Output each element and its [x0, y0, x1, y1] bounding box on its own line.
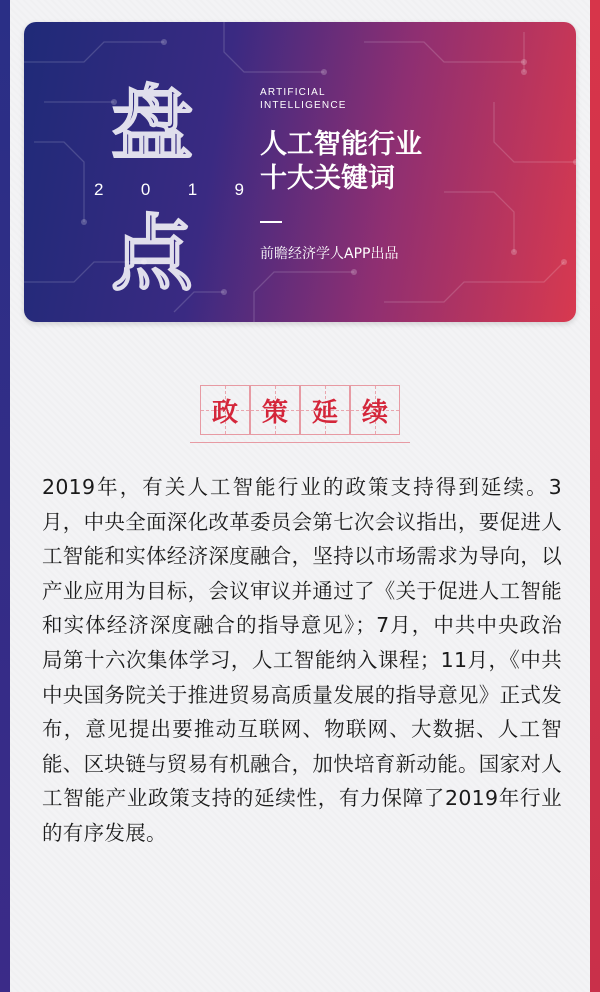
heading-char: 策: [261, 397, 288, 428]
left-accent-bar: [0, 0, 10, 992]
right-accent-bar: [590, 0, 600, 992]
banner-char-dian: 点: [110, 207, 193, 302]
header-banner: [24, 22, 576, 322]
year-digit: 2: [94, 180, 104, 199]
heading-char-box: [200, 385, 250, 435]
ai-label-line2: INTELLIGENCE: [260, 100, 347, 111]
ai-label-line1: ARTIFICIAL: [260, 87, 326, 98]
ai-label: [260, 86, 347, 112]
year-digit: 1: [187, 180, 198, 199]
heading-char: 延: [311, 397, 338, 428]
heading-char-box: [300, 385, 350, 435]
heading-char: 续: [361, 397, 388, 428]
section-heading: [190, 385, 410, 445]
banner-year: [94, 180, 244, 200]
banner-title-line1: 人工智能行业: [260, 129, 422, 160]
heading-char: 政: [211, 397, 238, 428]
banner-producer: 前瞻经济学人APP出品: [260, 246, 399, 262]
banner-char-pan: 盘: [110, 77, 193, 172]
banner-divider: [260, 221, 282, 223]
banner-title-line2: 十大关键词: [260, 163, 395, 194]
heading-underline: [190, 442, 410, 443]
article-paragraph: 2019年，有关人工智能行业的政策支持得到延续。3月，中央全面深化改革委员会第七次会议指出，要促进人工智能和实体经济深度融合，坚持以市场需求为导向，以产业应用为目标，会议审议并通过了《关于促进人工智能和实体经济深度融合的指导意见》；7月，中共中央政治局第十六次集体学习，人工智能纳入课程；11月，《中共中央国务院关于推进贸易高质量发展的指导意见》正式发布，意见提出要推动互联网、物联网、大数据、人工智能、区块链与贸易有机融合，加快培育新动能。国家对人工智能产业政策支持的延续性，有力保障了2019年行业的有序发展。: [42, 475, 562, 845]
year-digit: 9: [234, 180, 244, 199]
year-digit: 0: [140, 180, 151, 199]
banner-title: [260, 128, 422, 196]
heading-char-box: [350, 385, 400, 435]
heading-char-box: [250, 385, 300, 435]
